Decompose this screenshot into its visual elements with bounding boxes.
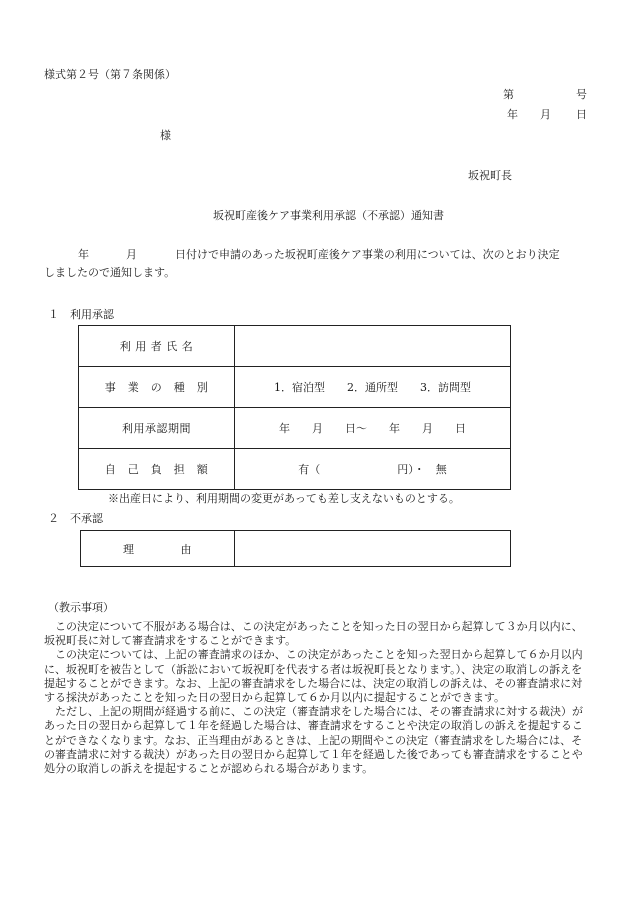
date-year: 年: [507, 108, 518, 121]
approval-period-value: 年 月 日～ 年 月 日: [235, 408, 511, 449]
intro-year: 年: [78, 248, 89, 261]
notice-heading: （教示事項）: [48, 601, 114, 614]
document-title: 坂祝町産後ケア事業利用承認（不承認）通知書: [213, 209, 444, 222]
notice-paragraph: ただし、上記の期間が経過する前に、この決定（審査請求をした場合には、その審査請求に対する裁決）があった日の翌日から起算して１年を経過した場合は、審査請求をすることや決定の取消しの訴えを提起することができなくなります。なお、正当理由があるときは、上記の期間やこの決定（審査請求をした場合には、その審査請求に対する裁決）があった日の翌日から起算して１年を経過した後であっても審査請求をすることや処分の取消しの訴えを提起することが認められる場合があります。: [44, 705, 583, 776]
intro-line2: しましたので通知します。: [44, 266, 176, 279]
section1-heading: １ 利用承認: [48, 308, 114, 321]
table-row: [79, 449, 511, 490]
intro-month: 月: [126, 248, 137, 261]
doc-number-prefix: 第: [503, 88, 514, 101]
section2-heading: ２ 不承認: [48, 512, 103, 525]
notice-body: [44, 620, 590, 776]
row-label: 自 己 負 担 額: [79, 449, 235, 490]
notice-paragraph: この決定について不服がある場合は、この決定があったことを知った日の翌日から起算して３か月以内に、坂祝町長に対して審査請求をすることができます。: [44, 620, 583, 648]
copayment-value: 有（ 円）・ 無: [235, 449, 511, 490]
section1-note: ※出産日により、利用期間の変更があっても差し支えないものとする。: [108, 492, 460, 505]
table-row: [79, 408, 511, 449]
row-label: 利用承認期間: [79, 408, 235, 449]
intro-line1: 日付けで申請のあった坂祝町産後ケア事業の利用については、次のとおり決定: [175, 248, 560, 261]
table-row: [81, 531, 511, 567]
notice-paragraph: この決定については、上記の審査請求のほか、この決定があったことを知った翌日から起算して６か月以内に、坂祝町を被告として（訴訟において坂祝町を代表する者は坂祝町長となります。）、決定の取消しの訴えを提起することができます。なお、上記の審査請求をした場合には、決定の取消しの訴えは、その審査請求に対する採決があったことを知った日の翌日から起算して６か月以内に提起することができます。: [44, 648, 583, 705]
table-row: [79, 367, 511, 408]
issuer: 坂祝町長: [468, 169, 512, 182]
table-row: [79, 326, 511, 367]
rejection-table: [80, 530, 511, 567]
date-month: 月: [540, 108, 551, 121]
form-number: 様式第２号（第７条関係）: [44, 68, 176, 81]
reason-label: 理 由: [81, 531, 235, 567]
row-label: 利 用 者 氏 名: [79, 326, 235, 367]
row-label: 事 業 の 種 別: [79, 367, 235, 408]
service-type-value: 1．宿泊型 2．通所型 3．訪問型: [235, 367, 511, 408]
addressee-suffix: 様: [160, 129, 171, 142]
date-day: 日: [576, 108, 587, 121]
user-name-value: [235, 326, 511, 367]
doc-number-suffix: 号: [576, 88, 587, 101]
reason-value: [235, 531, 511, 567]
approval-table: [78, 325, 511, 490]
